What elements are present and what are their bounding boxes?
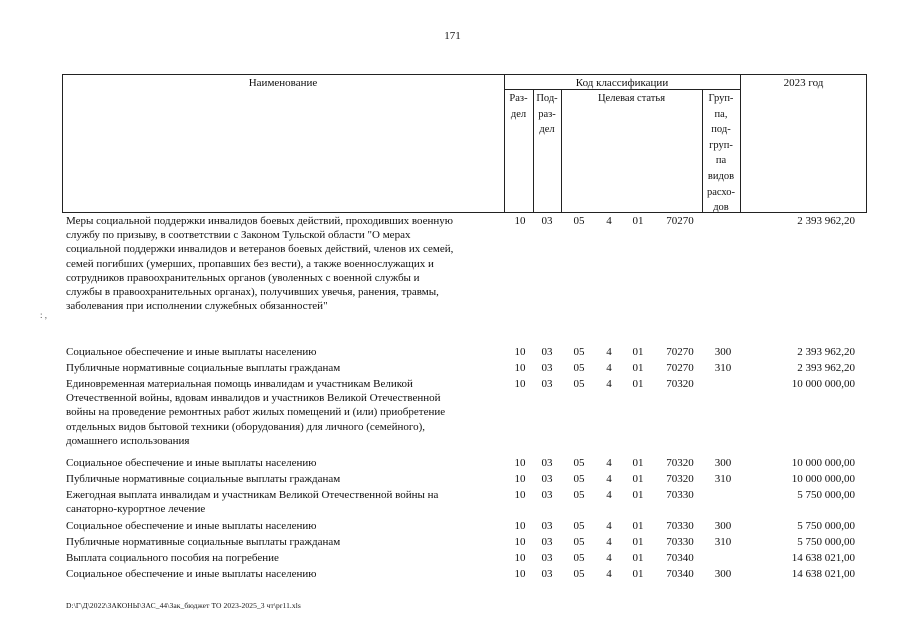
cell-amount: 10 000 000,00	[791, 457, 855, 469]
cell-p4: 70270	[666, 215, 694, 227]
cell-section: 10	[514, 552, 526, 564]
cell-p1: 05	[573, 473, 585, 485]
cell-p2: 4	[606, 520, 612, 532]
header-section: Раз- дел	[509, 93, 528, 120]
cell-amount: 5 750 000,00	[797, 536, 855, 548]
row-name-line: службы в правоохранительных органах), получивших увечья, ранения, травмы,	[66, 286, 439, 299]
cell-p2: 4	[606, 457, 612, 469]
cell-amount: 14 638 021,00	[791, 568, 855, 580]
cell-p3: 01	[632, 378, 644, 390]
cell-subsection: 03	[541, 473, 553, 485]
row-name	[66, 551, 504, 565]
cell-p4: 70330	[666, 489, 694, 501]
cell-section: 10	[514, 536, 526, 548]
cell-p3: 01	[632, 568, 644, 580]
cell-group: 310	[714, 536, 732, 548]
cell-p2: 4	[606, 362, 612, 374]
cell-p4: 70270	[666, 362, 694, 374]
cell-p3: 01	[632, 457, 644, 469]
cell-group: 300	[714, 457, 732, 469]
row-name-line: социальной поддержки инвалидов и ветеранов боевых действий, членов их семей,	[66, 243, 454, 256]
cell-p2: 4	[606, 536, 612, 548]
row-name	[66, 214, 504, 313]
row-name-line: Социальное обеспечение и иные выплаты населению	[66, 520, 317, 532]
cell-section: 10	[514, 362, 526, 374]
row-name-line: сотрудников правоохранительных органов (уволенных с военной службы и	[66, 271, 420, 284]
row-name-line: Отечественной войны, вдовам инвалидов и участников Великой Отечественной	[66, 392, 441, 405]
header-name: Наименование	[248, 77, 318, 89]
cell-subsection: 03	[541, 362, 553, 374]
cell-p1: 05	[573, 520, 585, 532]
cell-p1: 05	[573, 215, 585, 227]
cell-p2: 4	[606, 346, 612, 358]
row-name	[66, 456, 504, 470]
row-name	[66, 361, 504, 375]
cell-p3: 01	[632, 489, 644, 501]
cell-p4: 70270	[666, 346, 694, 358]
row-name-line: Публичные нормативные социальные выплаты гражданам	[66, 362, 341, 374]
cell-amount: 5 750 000,00	[797, 489, 855, 501]
cell-p1: 05	[573, 378, 585, 390]
cell-group: 310	[714, 362, 732, 374]
cell-amount: 2 393 962,20	[797, 362, 855, 374]
cell-section: 10	[514, 378, 526, 390]
row-name	[66, 567, 504, 581]
cell-amount: 2 393 962,20	[797, 215, 855, 227]
cell-p3: 01	[632, 346, 644, 358]
cell-subsection: 03	[541, 536, 553, 548]
cell-p3: 01	[632, 215, 644, 227]
cell-section: 10	[514, 568, 526, 580]
cell-p2: 4	[606, 489, 612, 501]
cell-amount: 5 750 000,00	[797, 520, 855, 532]
row-name	[66, 377, 504, 448]
cell-p3: 01	[632, 552, 644, 564]
scan-mark: : ,	[40, 310, 48, 320]
row-name-line: отдельных видов бытовой техники (оборудования) для личного (семейного),	[66, 420, 426, 433]
cell-section: 10	[514, 215, 526, 227]
cell-p4: 70320	[666, 473, 694, 485]
row-name-line: Социальное обеспечение и иные выплаты населению	[66, 346, 317, 358]
cell-p1: 05	[573, 489, 585, 501]
cell-section: 10	[514, 520, 526, 532]
row-name-line: домашнего использования	[66, 434, 190, 447]
cell-p1: 05	[573, 568, 585, 580]
cell-section: 10	[514, 473, 526, 485]
cell-p4: 70330	[666, 520, 694, 532]
header-year: 2023 год	[783, 77, 824, 89]
row-name-line: Единовременная материальная помощь инвалидам и участникам Великой	[66, 378, 413, 390]
cell-p4: 70320	[666, 378, 694, 390]
cell-p3: 01	[632, 536, 644, 548]
row-name-line: Социальное обеспечение и иные выплаты населению	[66, 568, 317, 580]
cell-group: 300	[714, 568, 732, 580]
cell-p3: 01	[632, 520, 644, 532]
cell-p2: 4	[606, 215, 612, 227]
page-number: 171	[444, 30, 461, 42]
row-name-line: Ежегодная выплата инвалидам и участникам Великой Отечественной войны на	[66, 489, 439, 501]
cell-subsection: 03	[541, 552, 553, 564]
row-name-line: заболевания при исполнении служебных обязанностей"	[66, 300, 328, 313]
header-divider	[740, 74, 741, 213]
cell-p3: 01	[632, 362, 644, 374]
row-name-line: службу по призыву, в соответствии с Законом Тульской области "О мерах	[66, 229, 411, 242]
cell-p1: 05	[573, 346, 585, 358]
cell-p1: 05	[573, 536, 585, 548]
cell-amount: 14 638 021,00	[791, 552, 855, 564]
cell-group: 310	[714, 473, 732, 485]
cell-p2: 4	[606, 378, 612, 390]
cell-p1: 05	[573, 457, 585, 469]
footer-file-path: D:\Г\Д\2022\ЗАКОНЫ\ЗАС_44\Зак_бюджет ТО 2023-2025_3 чт\pr11.xls	[66, 601, 301, 610]
cell-section: 10	[514, 489, 526, 501]
cell-p4: 70340	[666, 568, 694, 580]
header-group: Груп- па, под- груп- па видов расхо- дов	[706, 93, 736, 214]
cell-p2: 4	[606, 473, 612, 485]
row-name-line: санаторно-курортное лечение	[66, 503, 206, 516]
cell-subsection: 03	[541, 568, 553, 580]
cell-amount: 10 000 000,00	[791, 378, 855, 390]
header-target: Целевая статья	[597, 93, 666, 104]
cell-subsection: 03	[541, 378, 553, 390]
row-name-line: Социальное обеспечение и иные выплаты населению	[66, 457, 317, 469]
cell-group: 300	[714, 520, 732, 532]
row-name	[66, 345, 504, 359]
row-name	[66, 488, 504, 516]
cell-group: 300	[714, 346, 732, 358]
cell-subsection: 03	[541, 457, 553, 469]
row-name-line: войны на проведение ремонтных работ жилых помещений и (или) приобретение	[66, 406, 446, 419]
cell-section: 10	[514, 457, 526, 469]
row-name-line: Выплата социального пособия на погребение	[66, 552, 279, 564]
cell-p1: 05	[573, 362, 585, 374]
cell-subsection: 03	[541, 346, 553, 358]
row-name	[66, 472, 504, 486]
header-divider	[561, 90, 562, 213]
cell-p3: 01	[632, 473, 644, 485]
row-name-line: Публичные нормативные социальные выплаты гражданам	[66, 536, 341, 548]
row-name-line: Меры социальной поддержки инвалидов боевых действий, проходивших военную	[66, 215, 454, 227]
cell-p4: 70320	[666, 457, 694, 469]
cell-subsection: 03	[541, 489, 553, 501]
cell-p4: 70340	[666, 552, 694, 564]
cell-p4: 70330	[666, 536, 694, 548]
header-code: Код классификации	[575, 77, 669, 89]
cell-p2: 4	[606, 552, 612, 564]
header-subsection: Под- раз- дел	[536, 93, 558, 136]
row-name-line: Публичные нормативные социальные выплаты гражданам	[66, 473, 341, 485]
cell-amount: 2 393 962,20	[797, 346, 855, 358]
row-name	[66, 535, 504, 549]
row-name	[66, 519, 504, 533]
cell-subsection: 03	[541, 520, 553, 532]
cell-p2: 4	[606, 568, 612, 580]
cell-subsection: 03	[541, 215, 553, 227]
row-name-line: семей погибших (умерших, пропавших без вести), а также военнослужащих и	[66, 257, 434, 270]
cell-p1: 05	[573, 552, 585, 564]
table-header	[62, 74, 867, 213]
cell-section: 10	[514, 346, 526, 358]
cell-amount: 10 000 000,00	[791, 473, 855, 485]
